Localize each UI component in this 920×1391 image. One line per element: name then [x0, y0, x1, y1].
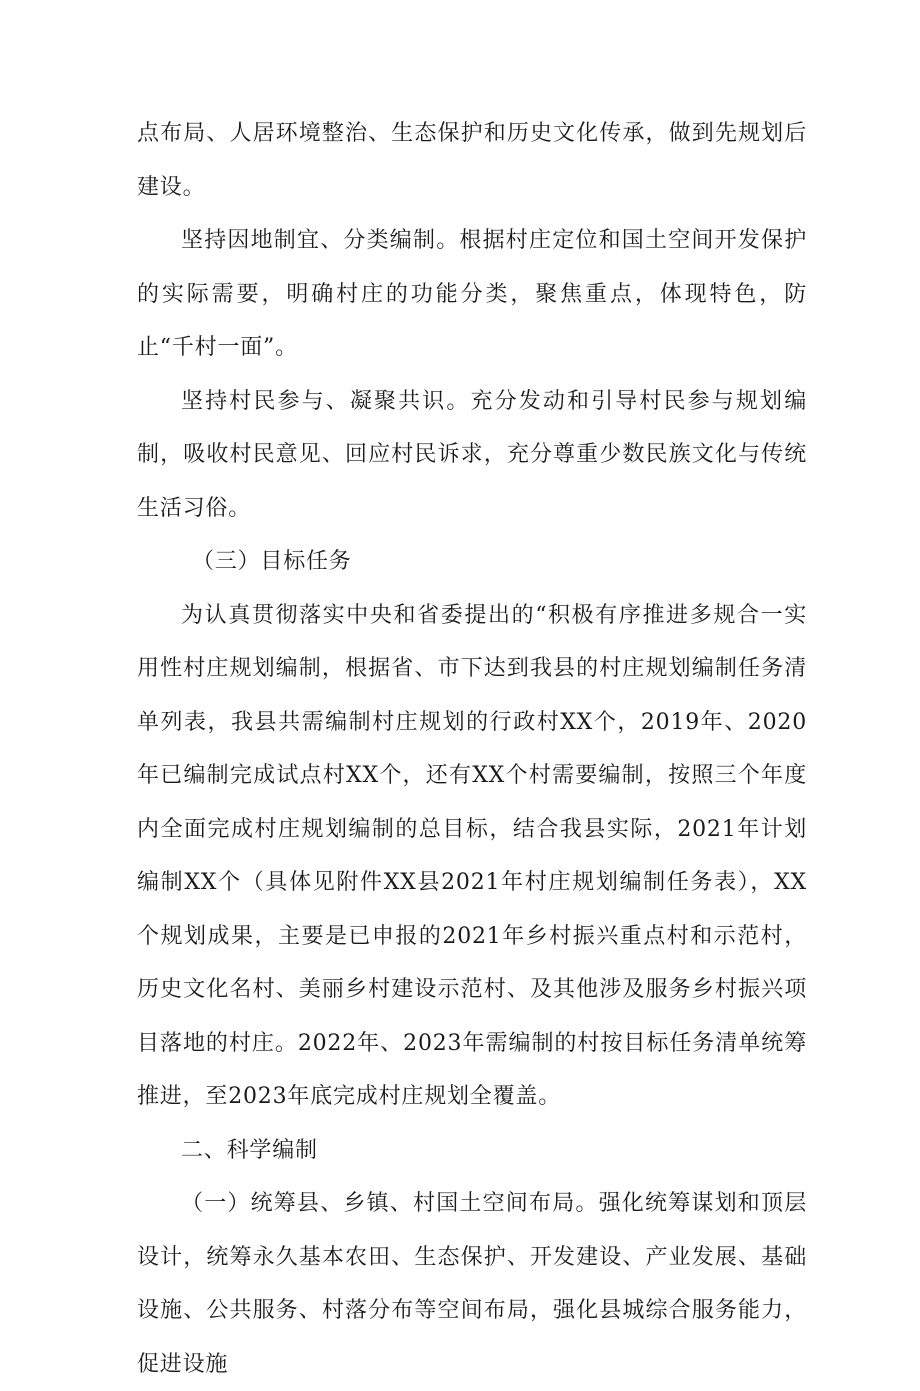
section-heading-scientific: 二、科学编制 — [181, 1137, 318, 1163]
paragraph-continued: 点布局、人居环境整治、生态保护和历史文化传承，做到先规划后建设。 — [137, 121, 807, 200]
document-page — [137, 107, 807, 1391]
paragraph-villager-participation: 坚持村民参与、凝聚共识。充分发动和引导村民参与规划编制，吸收村民意见、回应村民诉求，充分尊重少数民族文化与传统生活习俗。 — [137, 388, 807, 521]
paragraph-goals: 为认真贯彻落实中央和省委提出的“积极有序推进多规合一实用性村庄规划编制，根据省、市下达到我县的村庄规划编制任务清单列表，我县共需编制村庄规划的行政村XX个，2019年、2020年已编制完成试点村XX个，还有XX个村需要编制，按照三个年度内全面完成村庄规划编制的总目标，结合我县实际，2021年计划编制XX个（具体见附件XX县2021年村庄规划编制任务表），XX个规划成果，主要是已申报的2021年乡村振兴重点村和示范村，历史文化名村、美丽乡村建设示范村、及其他涉及服务乡村振兴项目落地的村庄。2022年、2023年需编制的村按目标任务清单统筹推进，至2023年底完成村庄规划全覆盖。 — [137, 602, 807, 1109]
paragraph-coordination: （一）统筹县、乡镇、村国土空间布局。强化统筹谋划和顶层设计，统筹永久基本农田、生态保护、开发建设、产业发展、基础设施、公共服务、村落分布等空间布局，强化县城综合服务能力，促进设施 — [137, 1191, 807, 1377]
section-heading-goals: （三）目标任务 — [192, 549, 352, 574]
paragraph-adapt-local: 坚持因地制宜、分类编制。根据村庄定位和国土空间开发保护的实际需要，明确村庄的功能分类，聚焦重点，体现特色，防止“千村一面”。 — [137, 228, 807, 360]
